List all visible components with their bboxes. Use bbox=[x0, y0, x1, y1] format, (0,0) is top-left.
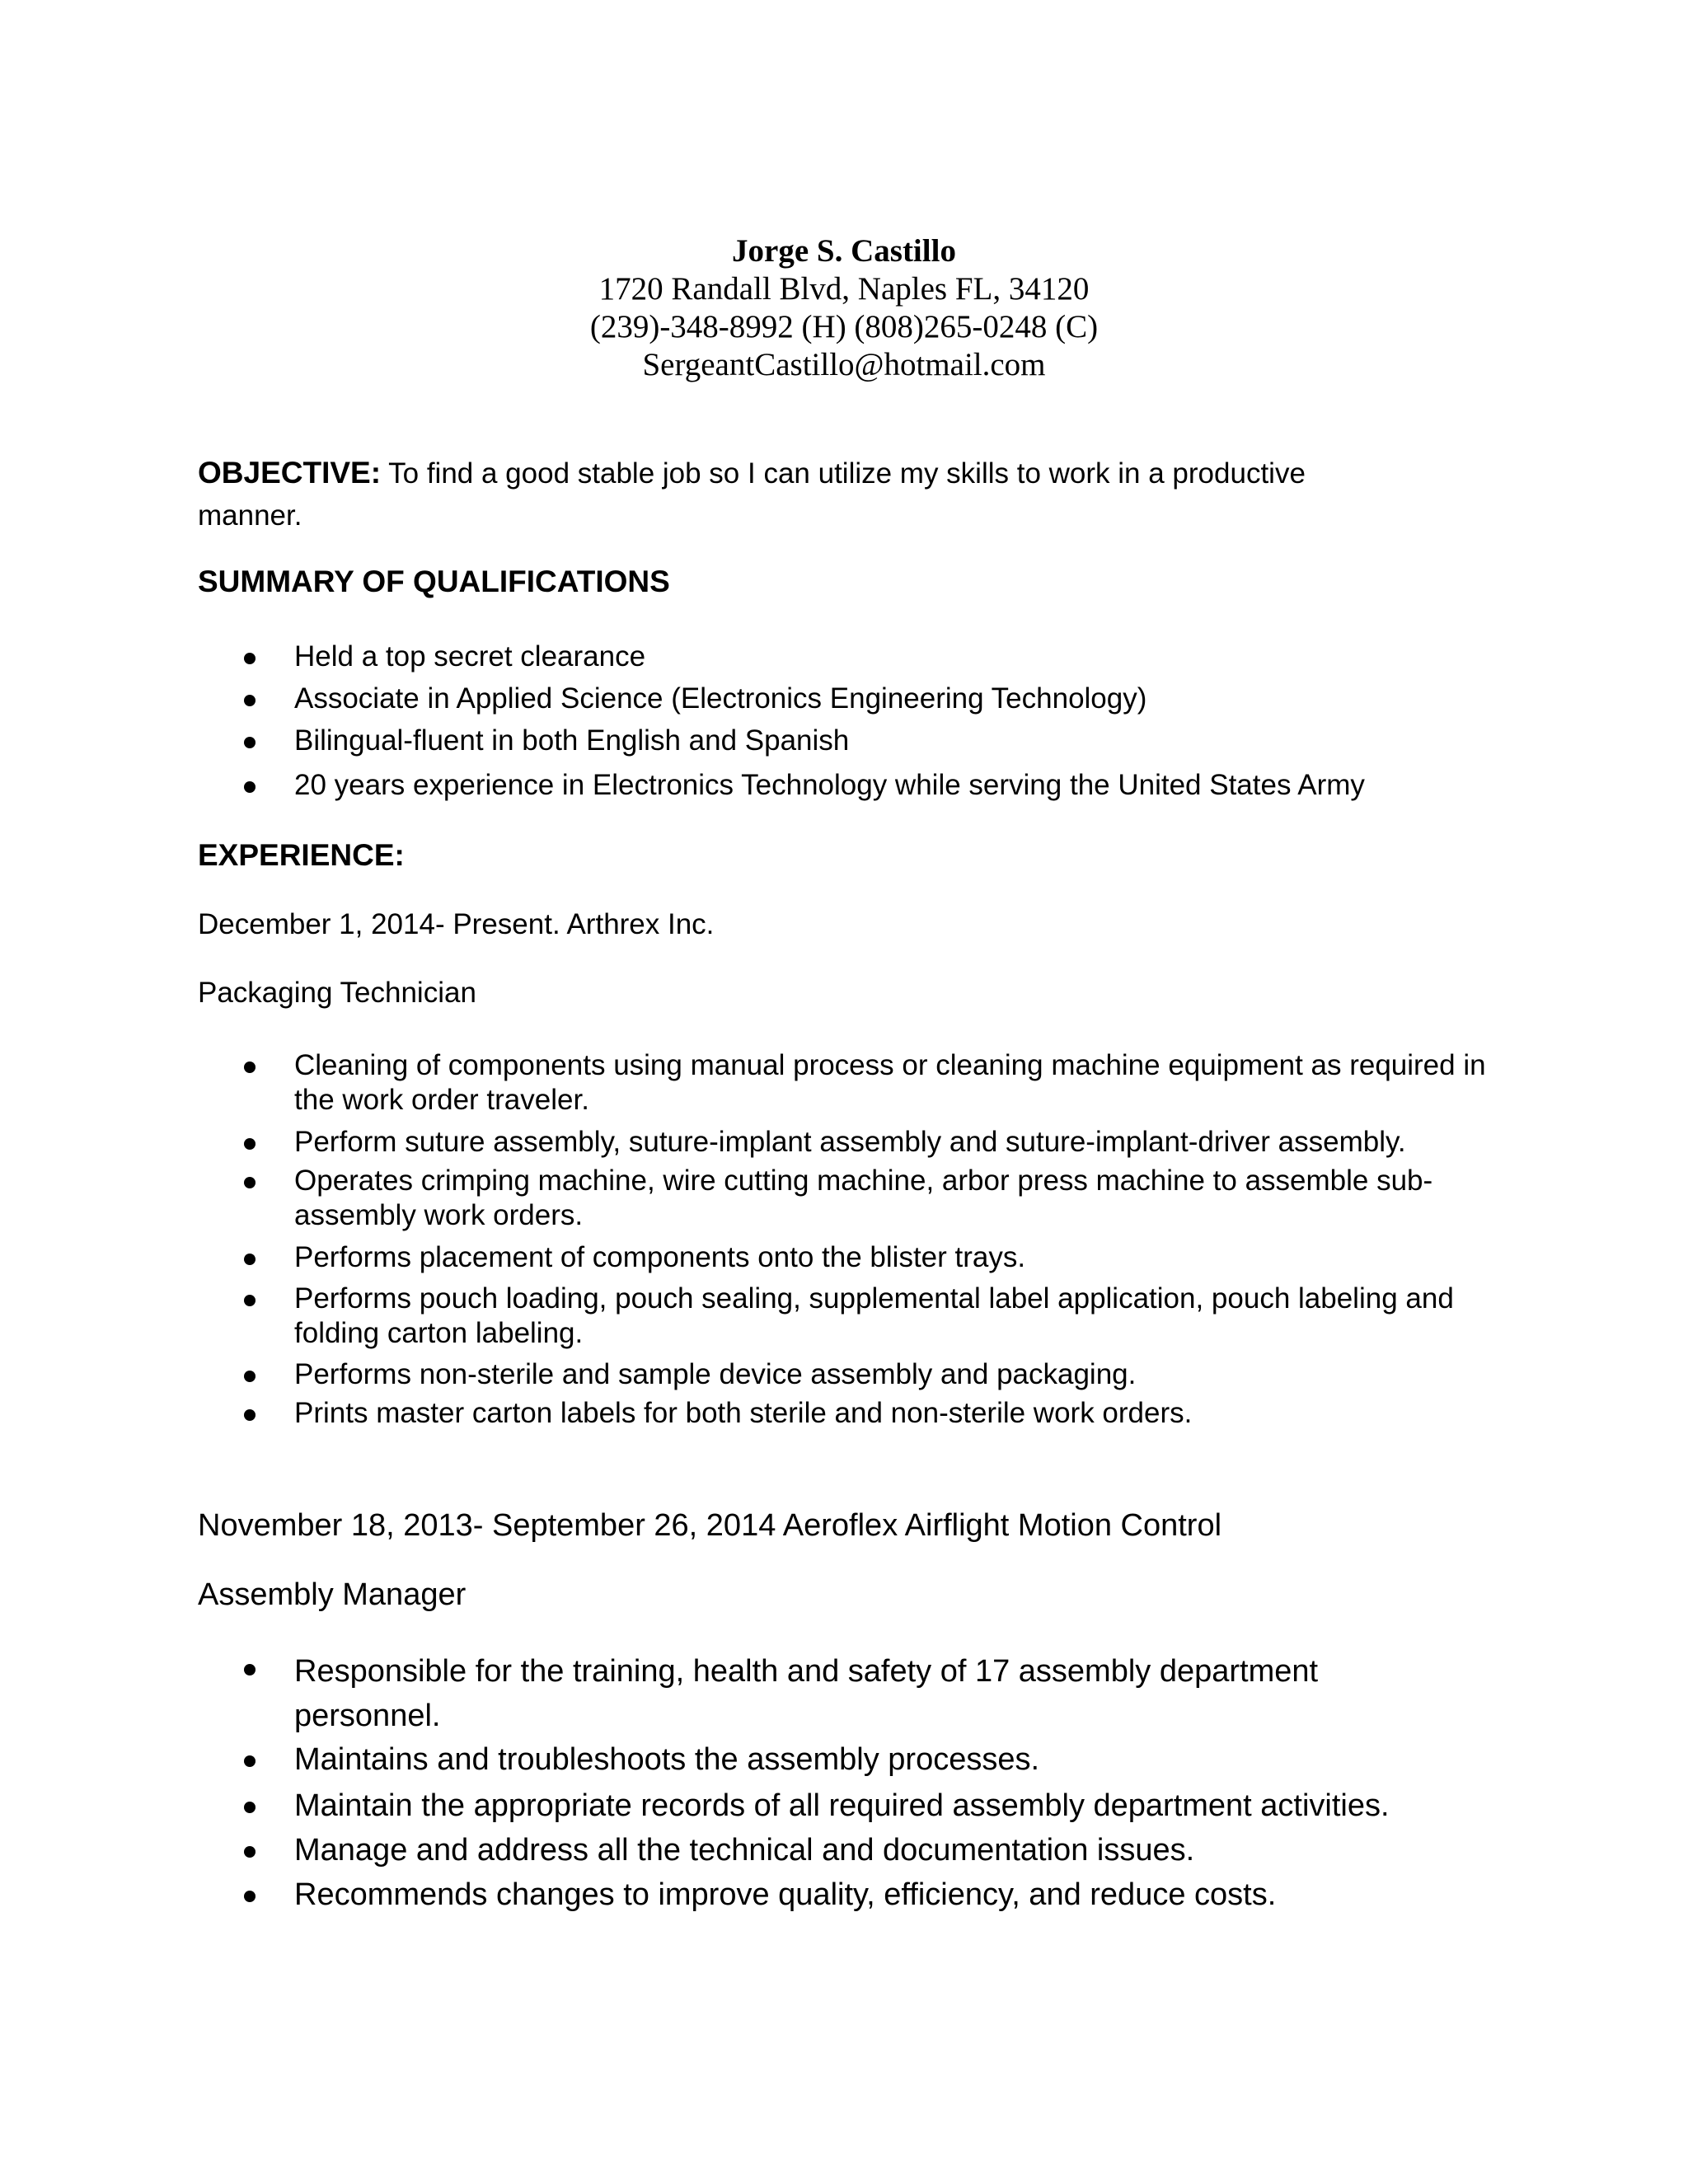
bullet-icon bbox=[244, 1664, 256, 1675]
objective-line-1 bbox=[198, 455, 1306, 491]
objective-text: To find a good stable job so I can utilize my skills to work in a productive bbox=[381, 457, 1306, 490]
bullet-icon bbox=[244, 1802, 256, 1813]
applicant-email: SergeantCastillo@hotmail.com bbox=[642, 347, 1046, 382]
bullet-icon bbox=[244, 1409, 256, 1421]
job-2-dates-company: November 18, 2013- September 26, 2014 Aeroflex Airflight Motion Control bbox=[198, 1508, 1222, 1543]
job-1-dates-company: December 1, 2014- Present. Arthrex Inc. bbox=[198, 908, 715, 940]
bullet-icon bbox=[244, 1371, 256, 1382]
objective-label: OBJECTIVE: bbox=[198, 456, 382, 490]
bullet-icon bbox=[244, 1138, 256, 1150]
bullet-icon bbox=[244, 653, 256, 664]
job-2-title: Assembly Manager bbox=[198, 1577, 467, 1612]
bullet-icon bbox=[244, 1062, 256, 1073]
objective-line-2: manner. bbox=[198, 499, 302, 532]
job-1-title: Packaging Technician bbox=[198, 977, 476, 1009]
bullet-icon bbox=[244, 1755, 256, 1767]
bullet-icon bbox=[244, 781, 256, 793]
bullet-icon bbox=[244, 1891, 256, 1902]
applicant-name: Jorge S. Castillo bbox=[732, 233, 956, 269]
summary-heading: SUMMARY OF QUALIFICATIONS bbox=[198, 565, 670, 598]
bullet-icon bbox=[244, 1177, 256, 1188]
bullet-icon bbox=[244, 1254, 256, 1265]
bullet-icon bbox=[244, 737, 256, 748]
applicant-phones: (239)-348-8992 (H) (808)265-0248 (C) bbox=[589, 309, 1099, 344]
experience-heading: EXPERIENCE: bbox=[198, 838, 405, 872]
resume-page: Jorge S. Castillo 1720 Randall Blvd, Naples FL, 34120 (239)-348-8992 (H) (808)265-0248 (C) SergeantCastillo@hotmail.com OBJECTIVE: To find a good stable job so I can utilize my skills to work in a productive manner. SUMMARY OF QUALIFICATIONS Held a top secret clearance Associate in Applied Science (Electronics Engineering Technology) Bilingual-fluent in both English and Spanish 20 years experience in Electronics Technology while serving the United States Army EXPERIENCE: December 1, 2014- Present. Arthrex Inc. Packaging Technician Cleaning of components using manual process or cleaning machine equipment as required in the work order traveler. Perform suture assembly, suture-implant assembly and suture-implant-driver assembly. Operates crimping machine, wire cutting machine, arbor press machine to assemble sub-assembly work orders. Performs placement of components onto the blister trays. Performs pouch loading, pouch sealing, supplemental label application, pouch labeling and folding carton labeling. Performs non-sterile and sample device assembly and packaging. Prints master carton labels for both sterile and non-sterile work orders. November 18, 2013- September 26, 2014 Aeroflex Airflight Motion Control Assembly Manager Responsible for the training, health and safety of 17 assembly department personnel. Maintains and troubleshoots the assembly processes. Maintain the appropriate records of all required assembly department activities. Manage and address all the technical and documentation issues. Recommends changes to improve quality, efficiency, and reduce costs. bbox=[0, 0, 1688, 2184]
bullet-icon bbox=[244, 695, 256, 706]
bullet-icon bbox=[244, 1295, 256, 1306]
applicant-address: 1720 Randall Blvd, Naples FL, 34120 bbox=[598, 271, 1090, 307]
bullet-icon bbox=[244, 1846, 256, 1858]
